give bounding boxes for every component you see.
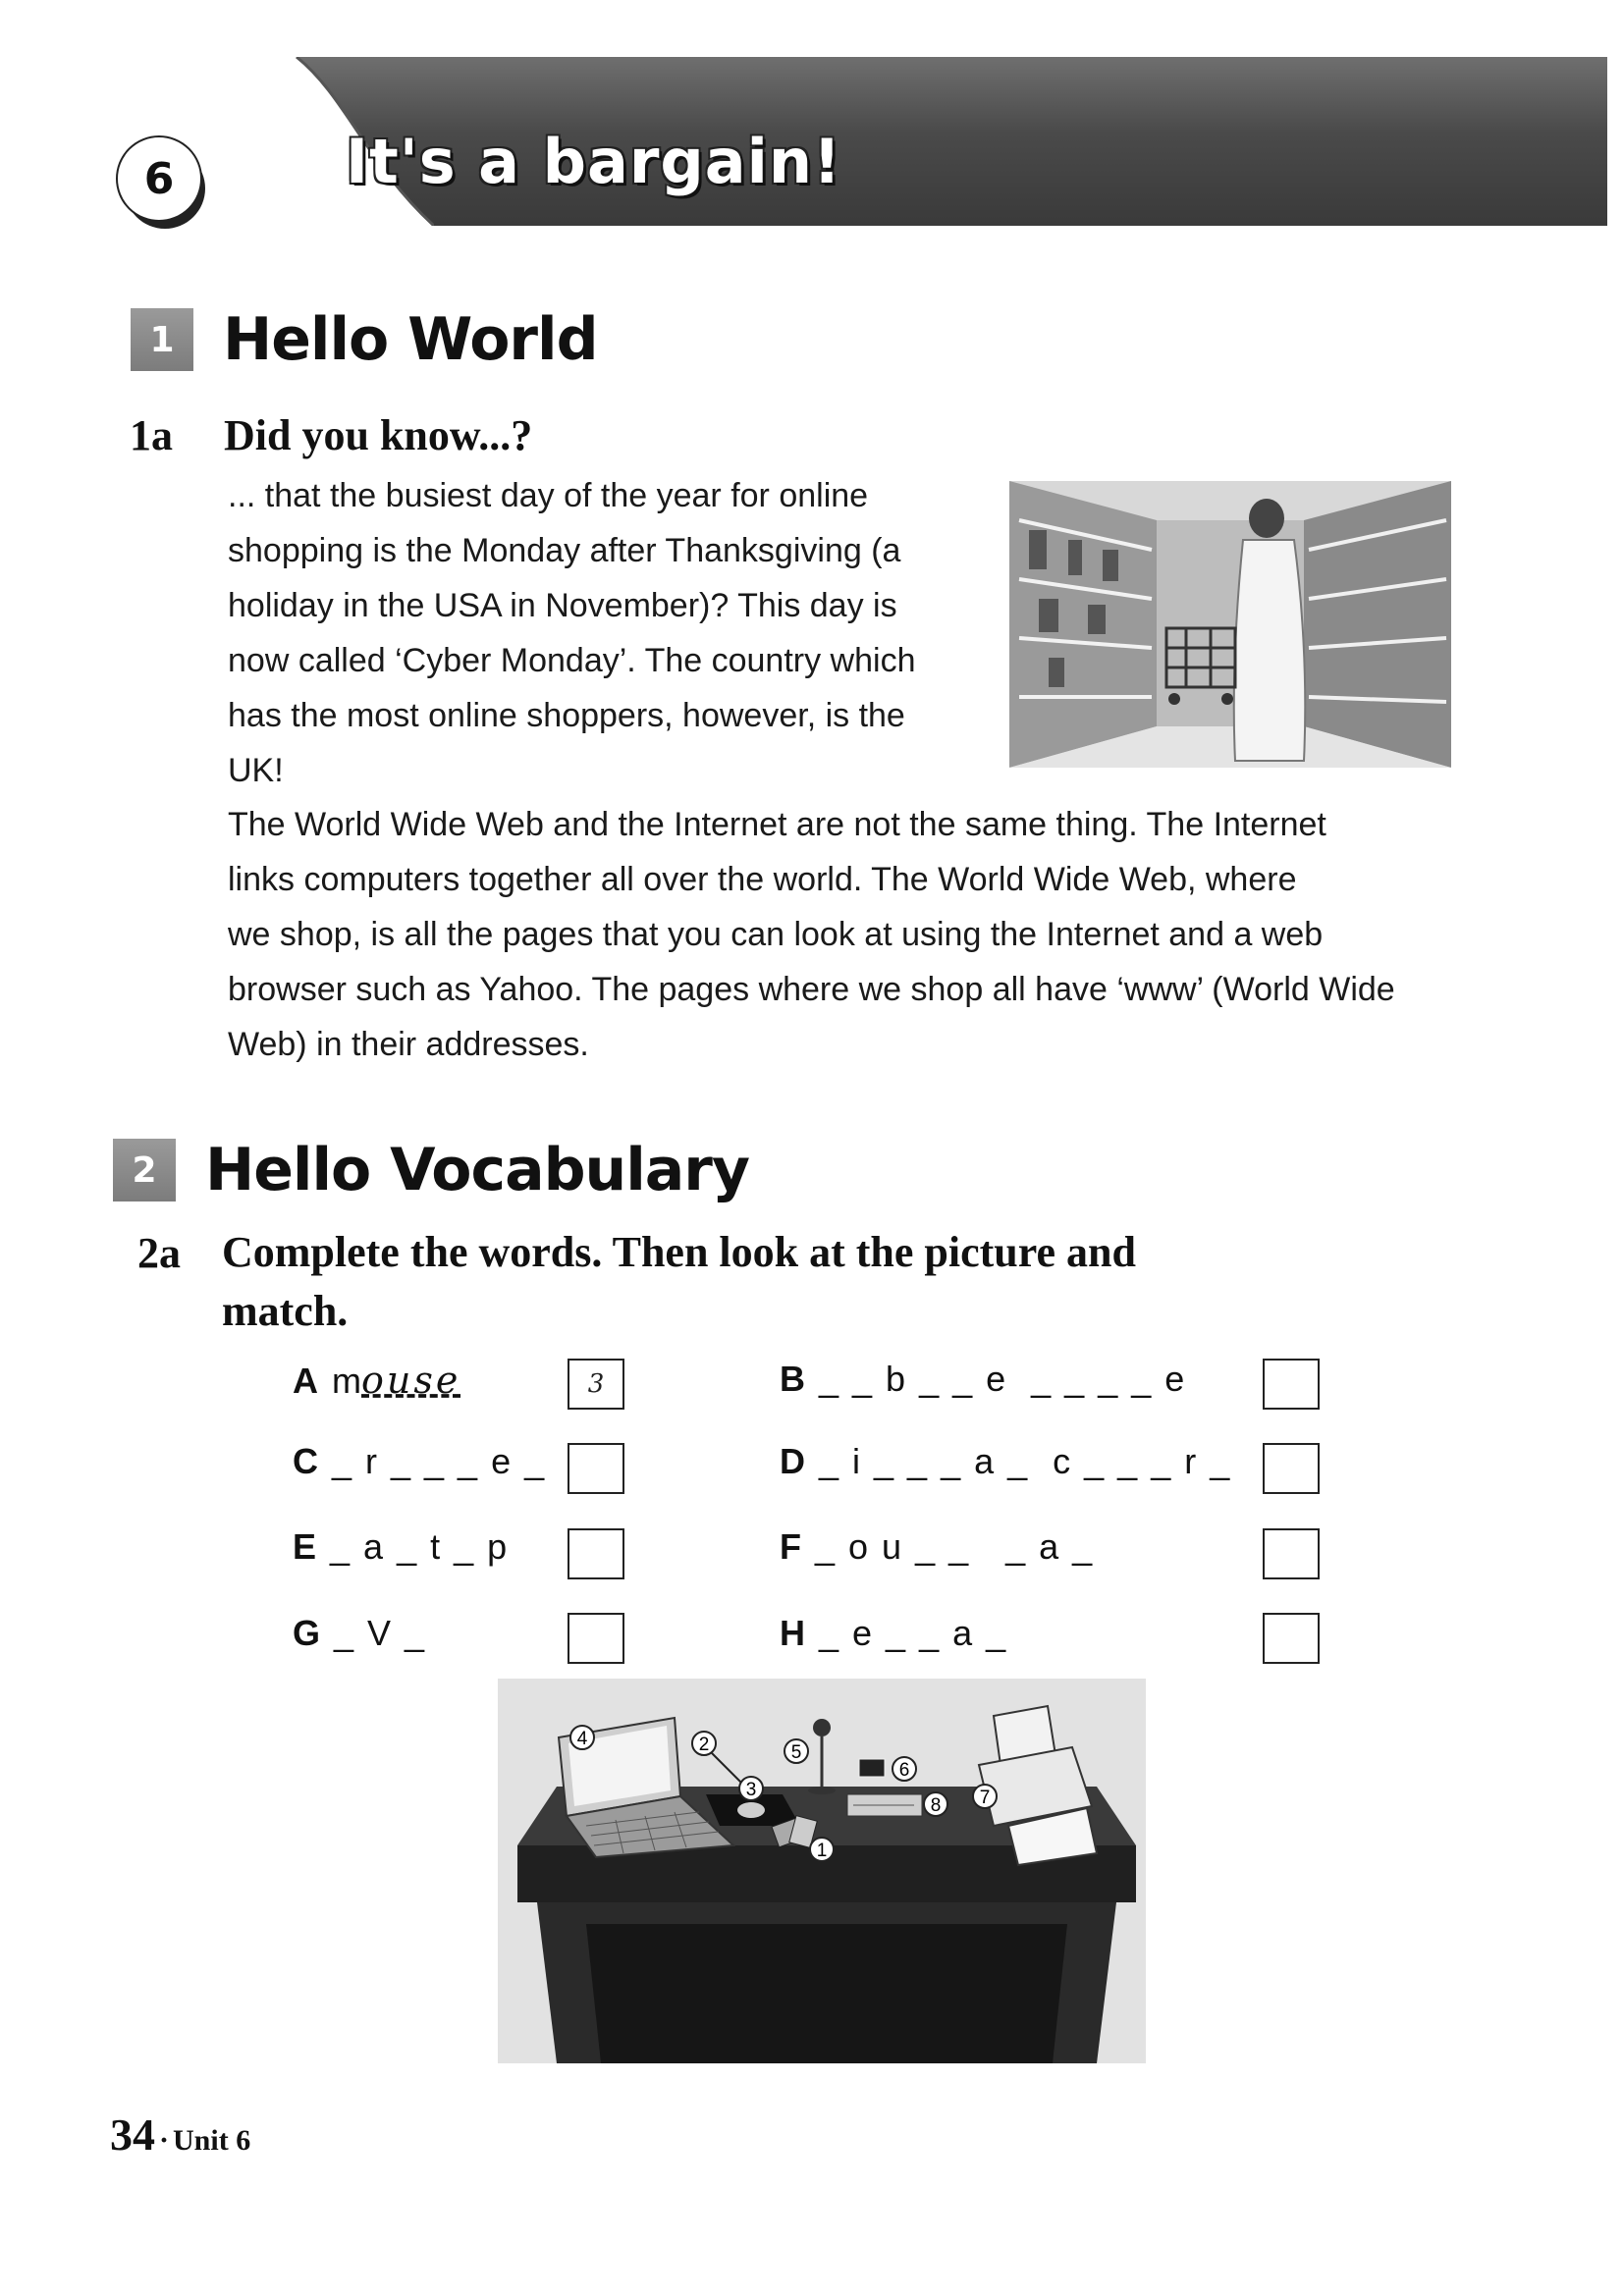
picture-label-1: [810, 1838, 834, 1861]
text-line: browser such as Yahoo. The pages where we shop all have ‘www’ (World Wide: [228, 971, 1395, 1008]
footer-separator: ·: [159, 2124, 170, 2157]
answer-box-h[interactable]: [1263, 1613, 1320, 1664]
text-line: we shop, is all the pages that you can look at using the Internet and a web: [228, 916, 1324, 953]
vocab-item-c: [293, 1441, 546, 1496]
text-line: The World Wide Web and the Internet are not the same thing. The Internet: [228, 806, 1326, 843]
picture-label-2: [692, 1732, 716, 1755]
computer-desk-picture: [498, 1679, 1146, 2063]
text-line: ... that the busiest day of the year for online: [228, 477, 869, 514]
page-number: 34: [110, 2109, 155, 2160]
vocab-item-b: [780, 1359, 1186, 1414]
vocab-item-e: [293, 1526, 509, 1581]
text-line: links computers together all over the world. The World Wide Web, where: [228, 861, 1297, 898]
vocab-item-g: [293, 1613, 426, 1668]
svg-text:3: 3: [745, 1780, 757, 1800]
paragraph-www-internet: [228, 797, 1395, 1072]
vocab-letter: D: [780, 1441, 805, 1481]
unit-banner: [110, 57, 1607, 226]
exercise-1a-number: 1a: [130, 411, 173, 459]
answer-box-f[interactable]: [1263, 1528, 1320, 1579]
section-1-number: 1: [131, 308, 193, 371]
svg-text:7: 7: [979, 1788, 991, 1808]
svg-text:8: 8: [930, 1795, 942, 1816]
section-2-number: 2: [113, 1139, 176, 1201]
text-line: holiday in the USA in November)? This day is: [228, 587, 897, 624]
vocab-pattern[interactable]: _ e _ _ a _: [819, 1613, 1008, 1653]
answer-box-e[interactable]: [568, 1528, 624, 1579]
exercise-2a-title-line: Complete the words. Then look at the picture and: [222, 1228, 1136, 1276]
vocab-item-d: [780, 1441, 1231, 1496]
vocab-item-h: [780, 1613, 1007, 1668]
vocab-letter: B: [780, 1359, 805, 1399]
vocab-letter: A: [293, 1361, 318, 1401]
paragraph-cyber-monday: [228, 468, 916, 798]
section-1-title: Hello World: [223, 305, 598, 374]
vocab-letter: E: [293, 1526, 317, 1567]
vocab-handwritten-answer[interactable]: ouse: [361, 1359, 461, 1402]
page-footer: [110, 2109, 250, 2161]
vocab-pattern[interactable]: _ r _ _ _ e _: [332, 1441, 547, 1481]
section-2-header: [113, 1136, 749, 1204]
svg-text:5: 5: [790, 1742, 802, 1763]
answer-box-d[interactable]: [1263, 1443, 1320, 1494]
vocab-pattern[interactable]: _ i _ _ _ a _ c _ _ _ r _: [819, 1441, 1232, 1481]
answer-box-g[interactable]: [568, 1613, 624, 1664]
picture-label-3: [739, 1777, 763, 1800]
text-line: Web) in their addresses.: [228, 1026, 589, 1063]
vocab-prefix: m: [332, 1361, 361, 1401]
exercise-1a-title: Did you know...?: [224, 411, 533, 459]
text-line: UK!: [228, 752, 284, 789]
footer-unit-label: Unit 6: [173, 2124, 251, 2157]
vocab-pattern[interactable]: _ a _ t _ p: [330, 1526, 510, 1567]
exercise-2a-number: 2a: [137, 1229, 181, 1277]
picture-label-6: [893, 1757, 916, 1781]
vocab-pattern[interactable]: _ o u _ _ _ a _: [815, 1526, 1095, 1567]
picture-label-4: [570, 1726, 594, 1749]
unit-number-badge: 6: [116, 135, 202, 222]
vocab-pattern[interactable]: _ _ b _ _ e _ _ _ _ e: [819, 1359, 1187, 1399]
vocab-item-f: [780, 1526, 1094, 1581]
supermarket-photo: [1009, 481, 1451, 768]
svg-text:6: 6: [898, 1760, 910, 1781]
vocab-item-a: [293, 1359, 460, 1414]
picture-label-5: [784, 1739, 808, 1763]
section-2-title: Hello Vocabulary: [205, 1136, 749, 1204]
unit-title: It's a bargain!: [346, 126, 842, 197]
picture-label-7: [973, 1785, 997, 1808]
text-line: now called ‘Cyber Monday’. The country which: [228, 642, 916, 679]
svg-text:1: 1: [816, 1841, 828, 1861]
text-line: has the most online shoppers, however, is the: [228, 697, 905, 734]
vocab-letter: C: [293, 1441, 318, 1481]
picture-label-8: [924, 1792, 947, 1816]
section-1-header: [131, 305, 598, 374]
vocab-letter: F: [780, 1526, 801, 1567]
exercise-2a-title: [222, 1223, 1136, 1341]
text-line: shopping is the Monday after Thanksgiving (a: [228, 532, 901, 569]
vocab-letter: G: [293, 1613, 321, 1653]
answer-box-a[interactable]: 3: [568, 1359, 624, 1410]
svg-text:2: 2: [698, 1735, 710, 1755]
exercise-2a-title-line: match.: [222, 1287, 349, 1335]
answer-box-b[interactable]: [1263, 1359, 1320, 1410]
svg-text:4: 4: [576, 1729, 588, 1749]
vocab-letter: H: [780, 1613, 805, 1653]
answer-box-c[interactable]: [568, 1443, 624, 1494]
vocab-pattern[interactable]: _ V _: [334, 1613, 427, 1653]
